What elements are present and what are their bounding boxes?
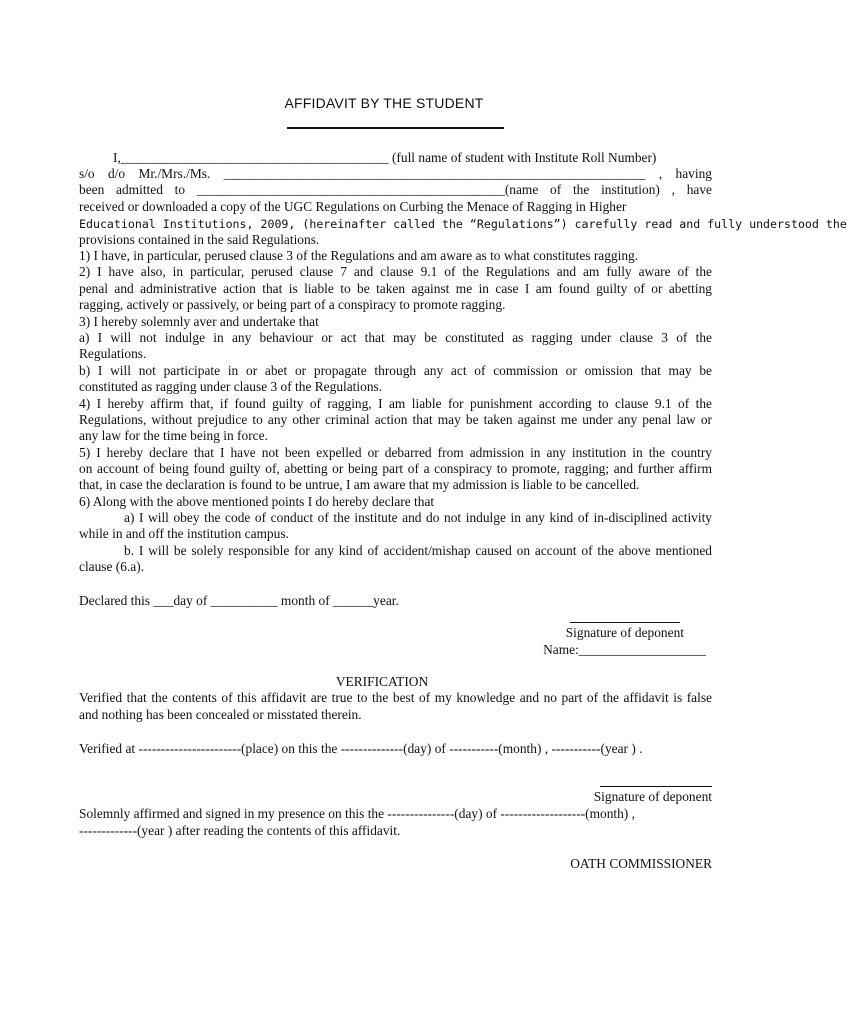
signature-line-1 — [570, 622, 680, 623]
clause-6a-line-2: while in and off the institution campus. — [79, 526, 289, 541]
clause-6b-line-2: clause (6.a). — [79, 559, 145, 574]
signature-line-2 — [600, 786, 712, 787]
clause-2-line-3: ragging, actively or passively, or being part of a conspiracy to promote ragging. — [79, 297, 506, 312]
intro-line-5: Educational Institutions, 2009, (hereinafter called the “Regulations”) carefully read and fully understood the — [79, 217, 847, 231]
clause-4-line-2: Regulations, without prejudice to any other criminal action that may be taken against me under any penal law or — [79, 412, 712, 427]
clause-4-line-3: any law for the time being in force. — [79, 428, 268, 443]
signature-label-2: Signature of deponent — [593, 789, 712, 804]
clause-6b-line-1: b. I will be solely responsible for any kind of accident/mishap caused on account of the above mentioned — [124, 543, 712, 558]
intro-line-3: been admitted to ______________________________________________(name of the institution) , have — [79, 182, 712, 197]
clause-3: 3) I hereby solemnly aver and undertake that — [79, 314, 319, 329]
clause-3a-line-1: a) I will not indulge in any behaviour or act that may be constituted as ragging under clause 3 of the — [79, 330, 712, 345]
clause-2-line-2: penal and administrative action that is liable to be taken against me in case I am found guilty of or abetting — [79, 281, 712, 296]
solemnly-line-2: -------------(year ) after reading the contents of this affidavit. — [79, 823, 401, 838]
clause-5-line-3: that, in case the declaration is found to be untrue, I am aware that my admission is liable to be cancelled. — [79, 477, 640, 492]
clause-1: 1) I have, in particular, perused clause 3 of the Regulations and am aware as to what constitutes ragging. — [79, 248, 639, 263]
signature-label-1: Signature of deponent — [565, 625, 684, 640]
intro-line-1: I,________________________________________ (full name of student with Institute Roll Number) — [113, 150, 657, 165]
declared-line: Declared this ___day of __________ month of ______year. — [79, 593, 399, 608]
clause-3b-line-1: b) I will not participate in or abet or propagate through any act of commission or omission that may be — [79, 363, 712, 378]
verification-line-1: Verified that the contents of this affidavit are true to the best of my knowledge and no part of the affidavit is false — [79, 690, 712, 705]
clause-5-line-1: 5) I hereby declare that I have not been expelled or debarred from admission in any institution in the country — [79, 445, 712, 460]
clause-3a-line-2: Regulations. — [79, 346, 147, 361]
verification-line-2: and nothing has been concealed or misstated therein. — [79, 707, 362, 722]
intro-line-2: s/o d/o Mr./Mrs./Ms. _______________________________________________________________ , having — [79, 166, 712, 181]
clause-2-line-1: 2) I have also, in particular, perused clause 7 and clause 9.1 of the Regulations and am fully aware of the — [79, 264, 712, 279]
clause-4-line-1: 4) I hereby affirm that, if found guilty of ragging, I am liable for punishment according to clause 9.1 of the — [79, 396, 712, 411]
oath-commissioner: OATH COMMISSIONER — [570, 856, 712, 871]
intro-line-4: received or downloaded a copy of the UGC Regulations on Curbing the Menace of Ragging in Higher — [79, 199, 627, 214]
clause-3b-line-2: constituted as ragging under clause 3 of the Regulations. — [79, 379, 383, 394]
document-title: AFFIDAVIT BY THE STUDENT — [284, 95, 484, 111]
verified-at-line: Verified at -----------------------(place) on this the --------------(day) of -----------(month) , -----------(year ) . — [79, 741, 643, 756]
name-line: Name:___________________ — [543, 642, 706, 657]
intro-line-6: provisions contained in the said Regulations. — [79, 232, 320, 247]
verification-heading: VERIFICATION — [335, 674, 429, 689]
clause-5-line-2: on account of being found guilty of, abetting or being part of a conspiracy to promote, ragging; and further affirm — [79, 461, 712, 476]
clause-6a-line-1: a) I will obey the code of conduct of the institute and do not indulge in any kind of in-disciplined activity — [124, 510, 712, 525]
clause-6: 6) Along with the above mentioned points I do hereby declare that — [79, 494, 435, 509]
solemnly-line-1: Solemnly affirmed and signed in my presence on this the ---------------(day) of -------------------(month) , — [79, 806, 635, 821]
title-underline — [287, 127, 504, 129]
